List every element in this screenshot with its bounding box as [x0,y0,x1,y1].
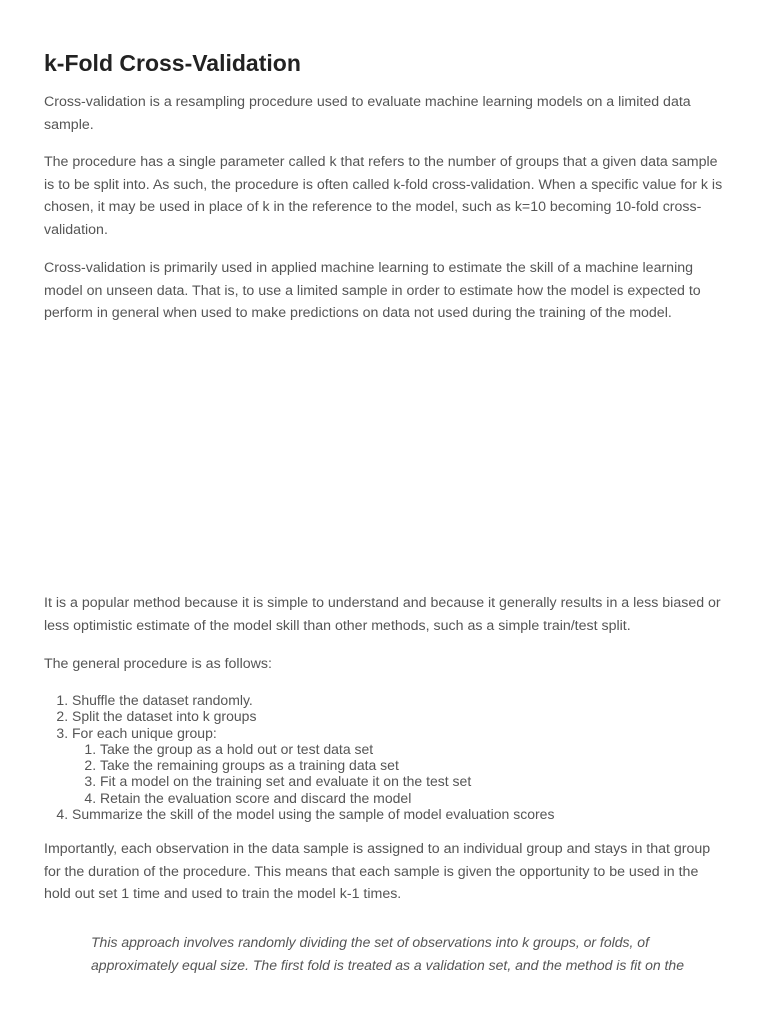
sub-step-text: Fit a model on the training set and evaluate it on the test set [100,773,472,790]
paragraph-purpose: Cross-validation is primarily used in applied machine learning to estimate the skill of a machine learning model on unseen data. That is, to use a limited sample in order to estimate how the model is expected to perform in general when used to make predictions on data not used during the training of the model. [44,260,701,321]
procedure-step [72,725,554,806]
procedure-steps-list [44,692,554,822]
paragraph-observation-assignment: Importantly, each observation in the data sample is assigned to an individual group and stays in that group for the duration of the procedure. This means that each sample is given the opportunity to be used in the hold out set 1 time and used to train the model k-1 times. [44,841,711,902]
procedure-step [72,692,554,708]
sub-steps-list [72,741,554,806]
procedure-step-text: For each unique group: [72,724,217,741]
sub-step [100,741,554,757]
sub-step [100,773,554,789]
procedure-step-text: Summarize the skill of the model using the sample of model evaluation scores [72,806,555,823]
sub-step-text: Take the group as a hold out or test data set [100,740,374,757]
procedure-step [72,708,554,724]
paragraph-intro: Cross-validation is a resampling procedure used to evaluate machine learning models on a limited data sample. [44,94,691,133]
paragraph-parameter-k: The procedure has a single parameter called k that refers to the number of groups that a given data sample is to be split into. As such, the procedure is often called k-fold cross-validation. When a specific value for k is chosen, it may be used in place of k in the reference to the model, such as k=10 becoming 10-fold cross-validation. [44,154,723,238]
sub-step [100,790,554,806]
paragraph-popularity: It is a popular method because it is simple to understand and because it generally results in a less biased or less optimistic estimate of the model skill than other methods, such as a simple train/test split. [44,595,721,634]
paragraph-procedure-intro: The general procedure is as follows: [44,656,272,672]
article-title: k-Fold Cross-Validation [44,50,301,76]
blank-ad-space [44,336,724,576]
block-quote: This approach involves randomly dividing the set of observations into k groups, or folds, of approximately equal size. The first fold is treated as a validation set, and the method is fit on the [91,934,684,973]
sub-step [100,757,554,773]
procedure-step-text: Shuffle the dataset randomly. [72,692,253,708]
procedure-step [72,806,554,822]
procedure-step-text: Split the dataset into k groups [72,708,257,725]
sub-step-text: Retain the evaluation score and discard the model [100,789,412,806]
sub-step-text: Take the remaining groups as a training data set [100,757,399,774]
